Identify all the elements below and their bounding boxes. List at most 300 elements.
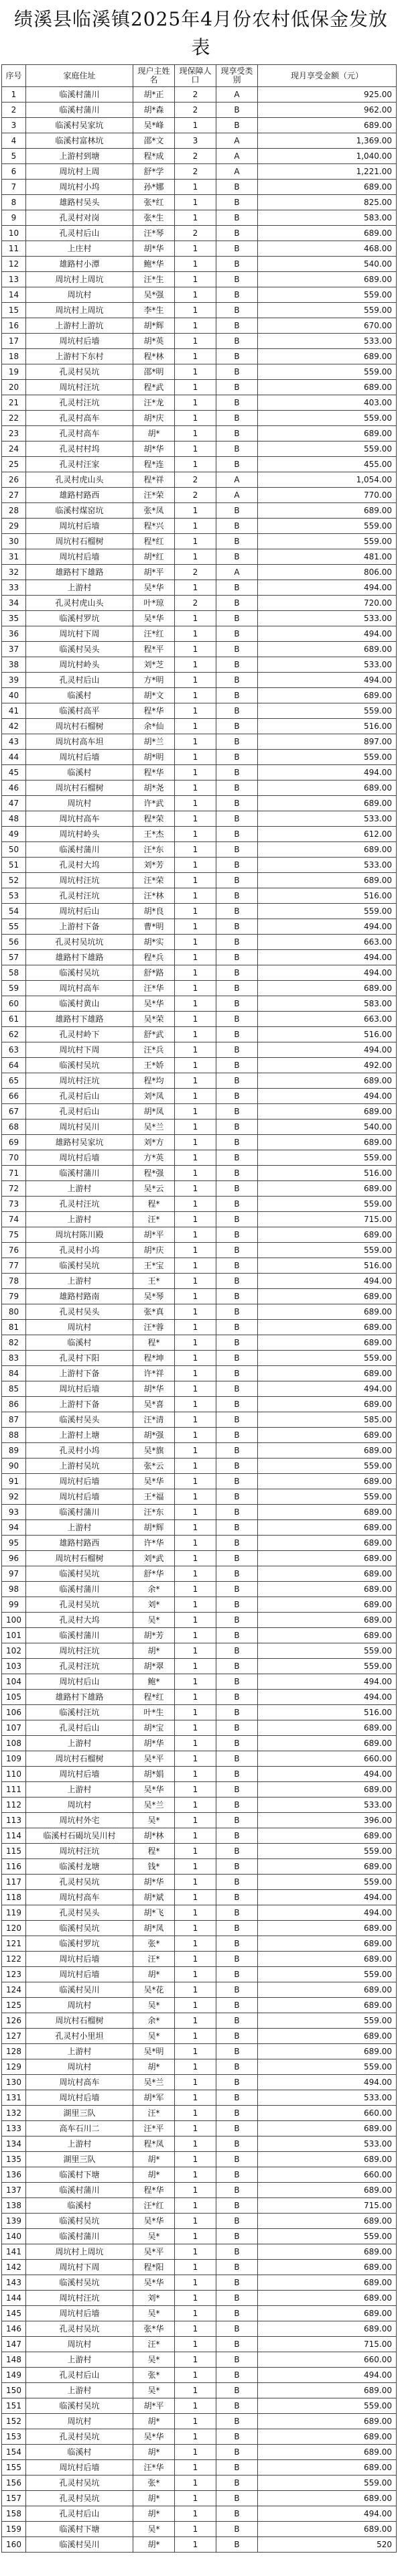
- cell-index: 63: [2, 1042, 26, 1058]
- table-row: [2, 257, 397, 272]
- cell-address: 周坑村汪坑: [26, 1073, 133, 1089]
- cell-index: 28: [2, 503, 26, 519]
- cell-index: 51: [2, 858, 26, 873]
- cell-people: 1: [175, 1859, 216, 1875]
- cell-people: 1: [175, 827, 216, 842]
- table-row: [2, 2506, 397, 2522]
- cell-amount: 689.00: [258, 781, 397, 796]
- cell-people: 1: [175, 2352, 216, 2368]
- cell-people: 1: [175, 534, 216, 549]
- table-row: [2, 1197, 397, 1212]
- table-row: [2, 2059, 397, 2075]
- cell-address: 湖里三队: [26, 2106, 133, 2121]
- cell-amount: 494.00: [258, 919, 397, 935]
- cell-householder: 吴*华: [133, 611, 175, 626]
- cell-category: B: [216, 1274, 258, 1289]
- cell-amount: 559.00: [258, 1459, 397, 1474]
- cell-address: 周坑村: [26, 2059, 133, 2075]
- table-row: [2, 2460, 397, 2476]
- cell-address: 孔灵村高车: [26, 411, 133, 426]
- cell-index: 87: [2, 1412, 26, 1428]
- table-row: [2, 442, 397, 457]
- cell-amount: 583.00: [258, 996, 397, 1012]
- table-row: [2, 1351, 397, 1366]
- cell-address: 雄路村路南: [26, 1289, 133, 1304]
- cell-index: 6: [2, 164, 26, 180]
- table-row: [2, 827, 397, 842]
- cell-people: 1: [175, 1150, 216, 1166]
- cell-address: 孔灵村汪坑: [26, 1197, 133, 1212]
- cell-category: B: [216, 2059, 258, 2075]
- cell-householder: 胡*文: [133, 688, 175, 703]
- cell-address: 周坑村上周坑: [26, 2244, 133, 2260]
- cell-index: 65: [2, 1073, 26, 1089]
- cell-address: 周坑村: [26, 2414, 133, 2429]
- cell-householder: 吴*华: [133, 1782, 175, 1798]
- cell-householder: 胡*: [133, 2414, 175, 2429]
- cell-amount: 689.00: [258, 118, 397, 133]
- cell-index: 99: [2, 1597, 26, 1613]
- cell-index: 31: [2, 549, 26, 565]
- cell-category: B: [216, 950, 258, 965]
- header-row: [2, 65, 397, 87]
- cell-householder: 曹*明: [133, 919, 175, 935]
- cell-category: B: [216, 1659, 258, 1674]
- table-row: [2, 1751, 397, 1767]
- cell-index: 75: [2, 1227, 26, 1243]
- cell-householder: 程*红: [133, 1690, 175, 1705]
- cell-amount: 720.00: [258, 596, 397, 611]
- cell-category: B: [216, 611, 258, 626]
- cell-index: 7: [2, 180, 26, 195]
- cell-address: 上游村: [26, 1212, 133, 1227]
- cell-amount: 533.00: [258, 2137, 397, 2152]
- cell-people: 1: [175, 1351, 216, 1366]
- cell-category: B: [216, 1397, 258, 1412]
- cell-people: 1: [175, 673, 216, 688]
- table-row: [2, 642, 397, 657]
- table-row: [2, 334, 397, 349]
- cell-index: 5: [2, 149, 26, 164]
- cell-index: 88: [2, 1428, 26, 1443]
- cell-people: 1: [175, 1243, 216, 1258]
- cell-category: B: [216, 1120, 258, 1135]
- table-row: [2, 935, 397, 950]
- cell-amount: 494.00: [258, 1890, 397, 1905]
- cell-people: 1: [175, 1767, 216, 1782]
- cell-category: B: [216, 1875, 258, 1890]
- cell-index: 70: [2, 1150, 26, 1166]
- cell-people: 1: [175, 257, 216, 272]
- cell-address: 孔灵村汪坑: [26, 395, 133, 411]
- cell-category: B: [216, 873, 258, 888]
- cell-address: 周坑村上周: [26, 164, 133, 180]
- table-row: [2, 164, 397, 180]
- cell-householder: 舒*学: [133, 164, 175, 180]
- cell-category: B: [216, 1921, 258, 1936]
- cell-category: B: [216, 1597, 258, 1613]
- cell-amount: 689.00: [258, 1474, 397, 1489]
- cell-people: 2: [175, 488, 216, 503]
- cell-amount: 396.00: [258, 1813, 397, 1828]
- table-row: [2, 180, 397, 195]
- cell-householder: 胡*实: [133, 935, 175, 950]
- cell-householder: 吴*旗: [133, 1443, 175, 1459]
- cell-people: 2: [175, 103, 216, 118]
- cell-address: 孔灵村吴坑坑: [26, 935, 133, 950]
- cell-amount: 540.00: [258, 1120, 397, 1135]
- cell-category: B: [216, 1258, 258, 1274]
- cell-householder: 胡*翠: [133, 1659, 175, 1674]
- cell-category: A: [216, 488, 258, 503]
- table-row: [2, 1042, 397, 1058]
- cell-index: 71: [2, 1166, 26, 1181]
- cell-index: 153: [2, 2429, 26, 2445]
- cell-category: B: [216, 2537, 258, 2553]
- cell-address: 雄路村吴头: [26, 195, 133, 210]
- cell-householder: 程*: [133, 1844, 175, 1859]
- cell-people: 1: [175, 2491, 216, 2506]
- cell-householder: 程*成: [133, 149, 175, 164]
- cell-people: 1: [175, 2090, 216, 2106]
- cell-amount: 689.00: [258, 1505, 397, 1520]
- cell-category: B: [216, 1243, 258, 1258]
- cell-index: 89: [2, 1443, 26, 1459]
- cell-householder: 胡*红: [133, 549, 175, 565]
- cell-householder: 钱*: [133, 1859, 175, 1875]
- cell-address: 周坑村后墙: [26, 750, 133, 765]
- cell-householder: 程*武: [133, 380, 175, 395]
- cell-index: 20: [2, 380, 26, 395]
- cell-category: B: [216, 673, 258, 688]
- cell-category: B: [216, 2291, 258, 2306]
- cell-people: 1: [175, 1505, 216, 1520]
- table-row: [2, 1967, 397, 1982]
- cell-people: 1: [175, 1335, 216, 1351]
- table-row: [2, 2106, 397, 2121]
- cell-address: 临溪村蒲川: [26, 1166, 133, 1181]
- cell-index: 109: [2, 1751, 26, 1767]
- cell-address: 孔灵村吴头: [26, 1905, 133, 1921]
- cell-householder: 张*云: [133, 1459, 175, 1474]
- cell-householder: 程*平: [133, 642, 175, 657]
- cell-amount: 516.00: [258, 719, 397, 734]
- cell-amount: 533.00: [258, 334, 397, 349]
- table-row: [2, 2214, 397, 2229]
- cell-index: 60: [2, 996, 26, 1012]
- table-row: [2, 1012, 397, 1027]
- cell-index: 76: [2, 1243, 26, 1258]
- cell-address: 临溪村吴川: [26, 2537, 133, 2553]
- cell-address: 周坑村高车坦: [26, 734, 133, 750]
- table-row: [2, 858, 397, 873]
- cell-category: B: [216, 1828, 258, 1844]
- cell-amount: 689.00: [258, 1859, 397, 1875]
- cell-amount: 689.00: [258, 180, 397, 195]
- cell-amount: 1,369.00: [258, 133, 397, 149]
- cell-address: 孔灵村吴坑: [26, 364, 133, 380]
- table-row: [2, 1258, 397, 1274]
- cell-amount: 689.00: [258, 503, 397, 519]
- cell-category: B: [216, 1505, 258, 1520]
- cell-index: 117: [2, 1875, 26, 1890]
- cell-householder: 吴*兰: [133, 2075, 175, 2090]
- table-row: [2, 133, 397, 149]
- cell-people: 1: [175, 2383, 216, 2398]
- cell-category: B: [216, 1412, 258, 1428]
- table-row: [2, 873, 397, 888]
- cell-index: 144: [2, 2291, 26, 2306]
- cell-index: 149: [2, 2368, 26, 2383]
- cell-address: 上游村: [26, 1181, 133, 1197]
- cell-people: 1: [175, 272, 216, 287]
- cell-amount: 689.00: [258, 1597, 397, 1613]
- cell-people: 1: [175, 1905, 216, 1921]
- cell-index: 39: [2, 673, 26, 688]
- cell-index: 100: [2, 1613, 26, 1628]
- cell-amount: 492.00: [258, 1058, 397, 1073]
- cell-category: B: [216, 1150, 258, 1166]
- cell-people: 1: [175, 2429, 216, 2445]
- cell-address: 湖里三队: [26, 2152, 133, 2167]
- cell-householder: 张*凤: [133, 503, 175, 519]
- cell-amount: 689.00: [258, 2445, 397, 2460]
- table-row: [2, 1813, 397, 1828]
- cell-people: 1: [175, 426, 216, 442]
- cell-householder: 胡*: [133, 2537, 175, 2553]
- cell-householder: 叶*琼: [133, 596, 175, 611]
- cell-index: 151: [2, 2398, 26, 2414]
- cell-householder: 胡*华: [133, 1875, 175, 1890]
- cell-people: 1: [175, 195, 216, 210]
- cell-category: B: [216, 226, 258, 241]
- cell-category: B: [216, 395, 258, 411]
- cell-people: 1: [175, 1197, 216, 1212]
- table-row: [2, 1412, 397, 1428]
- cell-address: 雄路村吴家坑: [26, 1135, 133, 1150]
- cell-amount: 533.00: [258, 611, 397, 626]
- cell-address: 周坑村后墙: [26, 1474, 133, 1489]
- cell-category: B: [216, 318, 258, 334]
- cell-householder: 吴*琴: [133, 1289, 175, 1304]
- cell-address: 上游村: [26, 2137, 133, 2152]
- cell-amount: 689.00: [258, 349, 397, 364]
- cell-householder: 汪*龙: [133, 395, 175, 411]
- document-title: 绩溪县临溪镇2025年4月份农村低保金发放表: [13, 8, 389, 58]
- cell-index: 69: [2, 1135, 26, 1150]
- cell-people: 1: [175, 2260, 216, 2275]
- cell-people: 1: [175, 2275, 216, 2291]
- cell-index: 84: [2, 1366, 26, 1381]
- cell-people: 1: [175, 1058, 216, 1073]
- cell-householder: 张*: [133, 1936, 175, 1952]
- cell-index: 54: [2, 904, 26, 919]
- cell-index: 91: [2, 1474, 26, 1489]
- cell-index: 11: [2, 241, 26, 257]
- cell-index: 12: [2, 257, 26, 272]
- cell-category: B: [216, 1890, 258, 1905]
- cell-index: 134: [2, 2137, 26, 2152]
- table-row: [2, 195, 397, 210]
- table-row: [2, 2013, 397, 2029]
- cell-category: B: [216, 1212, 258, 1227]
- cell-category: B: [216, 364, 258, 380]
- cell-householder: 程*祥: [133, 472, 175, 488]
- cell-index: 24: [2, 442, 26, 457]
- cell-amount: 689.00: [258, 1397, 397, 1412]
- cell-householder: 程*: [133, 1197, 175, 1212]
- cell-address: 临溪村蒲川: [26, 103, 133, 118]
- cell-index: 14: [2, 287, 26, 303]
- cell-index: 136: [2, 2167, 26, 2183]
- cell-address: 孔灵村后山: [26, 673, 133, 688]
- cell-householder: 吴*: [133, 1613, 175, 1628]
- cell-people: 1: [175, 2414, 216, 2429]
- cell-people: 1: [175, 2398, 216, 2414]
- cell-people: 1: [175, 2460, 216, 2476]
- cell-address: 临溪村富林坑: [26, 133, 133, 149]
- table-row: [2, 272, 397, 287]
- cell-householder: 舒*华: [133, 1566, 175, 1582]
- cell-amount: 559.00: [258, 2059, 397, 2075]
- table-row: [2, 1335, 397, 1351]
- table-row: [2, 1582, 397, 1597]
- cell-people: 1: [175, 935, 216, 950]
- cell-amount: 660.00: [258, 1751, 397, 1767]
- cell-address: 周坑村后墙: [26, 2306, 133, 2321]
- cell-index: 125: [2, 1998, 26, 2013]
- cell-householder: 胡*: [133, 426, 175, 442]
- cell-category: B: [216, 796, 258, 811]
- col-header-householder: 现户主姓名: [133, 65, 175, 87]
- cell-address: 周坑村: [26, 2337, 133, 2352]
- cell-category: B: [216, 1582, 258, 1597]
- cell-index: 40: [2, 688, 26, 703]
- cell-category: B: [216, 2260, 258, 2275]
- cell-category: B: [216, 1166, 258, 1181]
- cell-address: 上游村吴坑: [26, 1459, 133, 1474]
- table-row: [2, 1320, 397, 1335]
- table-row: [2, 2368, 397, 2383]
- cell-index: 120: [2, 1921, 26, 1936]
- cell-householder: 汪*: [133, 1212, 175, 1227]
- cell-amount: 660.00: [258, 2167, 397, 2183]
- cell-index: 77: [2, 1258, 26, 1274]
- cell-people: 1: [175, 2075, 216, 2090]
- cell-index: 59: [2, 981, 26, 996]
- cell-category: B: [216, 2506, 258, 2522]
- cell-category: B: [216, 2075, 258, 2090]
- cell-address: 临溪村罗坑: [26, 1936, 133, 1952]
- cell-householder: 吴*兰: [133, 1120, 175, 1135]
- cell-index: 9: [2, 210, 26, 226]
- cell-householder: 汪*蓉: [133, 1320, 175, 1335]
- table-row: [2, 2229, 397, 2244]
- cell-people: 1: [175, 442, 216, 457]
- cell-people: 1: [175, 1798, 216, 1813]
- cell-index: 156: [2, 2476, 26, 2491]
- cell-index: 158: [2, 2506, 26, 2522]
- cell-people: 1: [175, 719, 216, 734]
- cell-householder: 方*英: [133, 1150, 175, 1166]
- cell-people: 1: [175, 2121, 216, 2137]
- cell-householder: 胡*尧: [133, 781, 175, 796]
- table-row: [2, 1181, 397, 1197]
- cell-address: 上游村上游坑: [26, 318, 133, 334]
- table-row: [2, 457, 397, 472]
- cell-amount: 516.00: [258, 888, 397, 904]
- cell-people: 2: [175, 87, 216, 103]
- cell-amount: 689.00: [258, 2460, 397, 2476]
- cell-address: 临溪村: [26, 688, 133, 703]
- cell-index: 127: [2, 2029, 26, 2044]
- table-row: [2, 1058, 397, 1073]
- cell-category: B: [216, 1027, 258, 1042]
- cell-address: 雄路村下雄路: [26, 950, 133, 965]
- cell-people: 1: [175, 1659, 216, 1674]
- cell-amount: 559.00: [258, 750, 397, 765]
- cell-householder: 张*华: [133, 2321, 175, 2337]
- cell-people: 1: [175, 1566, 216, 1582]
- cell-category: B: [216, 904, 258, 919]
- cell-people: 1: [175, 2214, 216, 2229]
- cell-index: 108: [2, 1736, 26, 1751]
- cell-people: 1: [175, 1443, 216, 1459]
- cell-householder: 胡*良: [133, 904, 175, 919]
- cell-address: 临溪村蒲川: [26, 2229, 133, 2244]
- cell-amount: 559.00: [258, 703, 397, 719]
- cell-people: 1: [175, 1474, 216, 1489]
- table-row: [2, 1551, 397, 1566]
- table-row: [2, 1227, 397, 1243]
- cell-people: 1: [175, 2321, 216, 2337]
- cell-address: 孔灵村后山: [26, 226, 133, 241]
- cell-amount: 689.00: [258, 873, 397, 888]
- cell-householder: 王*福: [133, 1489, 175, 1505]
- cell-householder: 胡*林: [133, 1828, 175, 1844]
- cell-category: B: [216, 1674, 258, 1690]
- cell-index: 10: [2, 226, 26, 241]
- cell-householder: 吴*平: [133, 2244, 175, 2260]
- table-row: [2, 1135, 397, 1150]
- cell-address: 周坑村后墙: [26, 2460, 133, 2476]
- cell-index: 47: [2, 796, 26, 811]
- cell-amount: 1,221.00: [258, 164, 397, 180]
- cell-address: 周坑村后墙: [26, 519, 133, 534]
- cell-index: 43: [2, 734, 26, 750]
- cell-category: B: [216, 1474, 258, 1489]
- table-row: [2, 1304, 397, 1320]
- cell-index: 98: [2, 1582, 26, 1597]
- cell-index: 18: [2, 349, 26, 364]
- cell-amount: 559.00: [258, 1844, 397, 1859]
- cell-category: B: [216, 2321, 258, 2337]
- cell-category: B: [216, 2383, 258, 2398]
- cell-amount: 715.00: [258, 2198, 397, 2214]
- cell-people: 2: [175, 164, 216, 180]
- cell-amount: 494.00: [258, 1381, 397, 1397]
- table-row: [2, 2522, 397, 2537]
- cell-index: 62: [2, 1027, 26, 1042]
- cell-people: 1: [175, 1381, 216, 1397]
- cell-householder: 吴*花: [133, 1982, 175, 1998]
- cell-category: A: [216, 149, 258, 164]
- cell-people: 1: [175, 519, 216, 534]
- cell-address: 孔灵村吴坑: [26, 1875, 133, 1890]
- cell-people: 1: [175, 1073, 216, 1089]
- cell-amount: 403.00: [258, 395, 397, 411]
- cell-amount: 494.00: [258, 580, 397, 596]
